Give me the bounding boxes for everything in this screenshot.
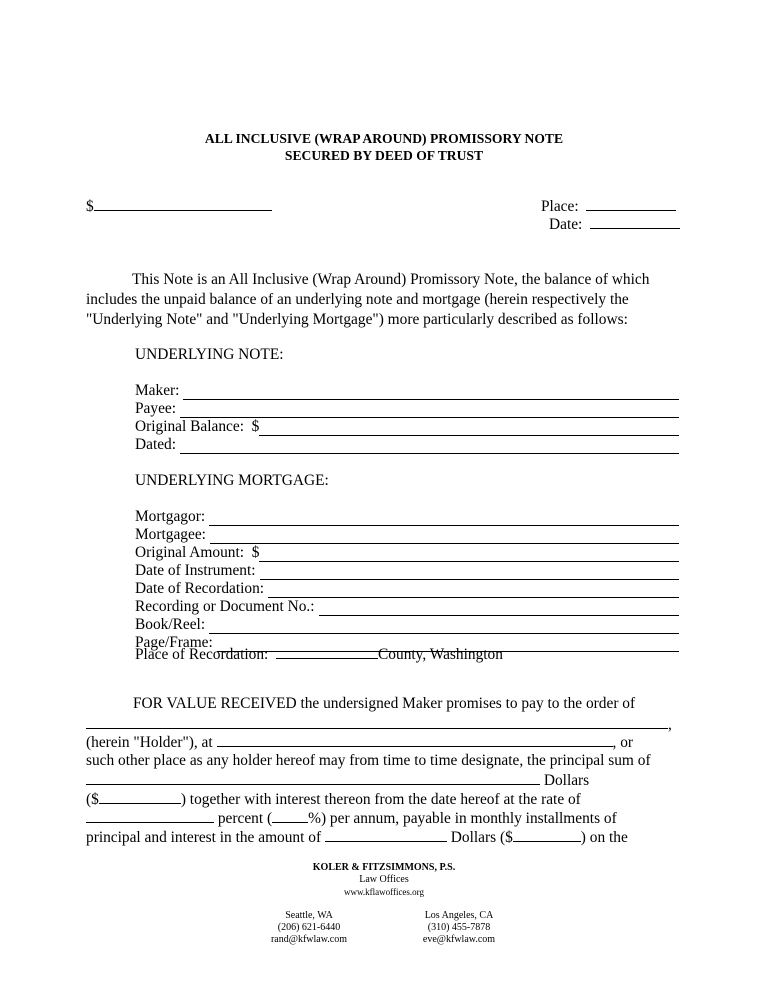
field-label: Date of Recordation: xyxy=(135,580,265,597)
field-label: Recording or Document No.: xyxy=(135,598,315,615)
amount-prefix: $ xyxy=(86,198,94,215)
field-label: Mortgagor: xyxy=(135,508,206,525)
field-place-of-recordation[interactable] xyxy=(135,644,503,664)
field-suffix: County, Washington xyxy=(378,646,503,663)
rate-words-blank[interactable] xyxy=(86,808,214,823)
field-label: Place of Recordation: xyxy=(135,646,269,663)
dollar-paren: ($ xyxy=(86,791,99,808)
holder-label: (herein "Holder"), at xyxy=(86,734,213,751)
underlying-note-heading: UNDERLYING NOTE: xyxy=(135,346,284,363)
office-los-angeles xyxy=(394,910,524,946)
field-label: Date of Instrument: xyxy=(135,562,256,579)
value-line-4: such other place as any holder hereof may from time to time designate, the principal sum of xyxy=(86,752,651,769)
interest-text: ) together with interest thereon from the date hereof at the rate of xyxy=(180,791,581,808)
office-email[interactable]: rand@kfwlaw.com xyxy=(270,934,348,945)
dollars-paren-text: Dollars ($ xyxy=(450,829,513,846)
principal-words-blank[interactable] xyxy=(86,770,540,785)
firm-name: KOLER & FITZSIMMONS, P.S. xyxy=(312,862,456,873)
underlying-mortgage-heading: UNDERLYING MORTGAGE: xyxy=(135,472,329,489)
field-original-balance[interactable] xyxy=(135,418,679,436)
place-label: Place: xyxy=(541,198,579,215)
field-label: Dated: xyxy=(135,436,177,453)
document-title-line2: SECURED BY DEED OF TRUST xyxy=(284,148,484,163)
intro-paragraph: This Note is an All Inclusive (Wrap Around) Promissory Note, the balance of which includes the unpaid balance of an underlying note and mortgage (herein respectively the "Underlying Note" and "Underlying Mortgage") more particularly described as follows: xyxy=(86,271,650,328)
field-date-of-instrument[interactable] xyxy=(135,562,679,580)
place-blank[interactable] xyxy=(586,196,676,211)
field-book-reel[interactable] xyxy=(135,616,679,634)
field-label: Original Amount: $ xyxy=(135,544,260,561)
installment-text: principal and interest in the amount of xyxy=(86,829,322,846)
field-blank[interactable] xyxy=(180,439,679,454)
field-blank[interactable] xyxy=(209,511,679,526)
field-blank[interactable] xyxy=(268,583,679,598)
office-city: Seattle, WA xyxy=(285,910,333,921)
office-city: Los Angeles, CA xyxy=(424,910,494,921)
field-label: Page/Frame: xyxy=(135,634,213,651)
office-email[interactable]: eve@kfwlaw.com xyxy=(422,934,496,945)
payment-place-blank[interactable] xyxy=(217,732,613,747)
document-title-line1: ALL INCLUSIVE (WRAP AROUND) PROMISSORY NOTE xyxy=(204,131,564,146)
field-label: Original Balance: $ xyxy=(135,418,260,435)
field-blank[interactable] xyxy=(259,547,679,562)
value-line-7[interactable] xyxy=(86,808,617,829)
installment-words-blank[interactable] xyxy=(325,827,447,842)
field-mortgagee[interactable] xyxy=(135,526,679,544)
value-line-6[interactable] xyxy=(86,789,581,810)
per-annum-text: %) per annum, payable in monthly installments of xyxy=(308,810,617,827)
holder-name-blank[interactable] xyxy=(86,714,668,729)
field-mortgagor[interactable] xyxy=(135,508,679,526)
field-label: Maker: xyxy=(135,382,180,399)
installment-number-blank[interactable] xyxy=(513,827,581,842)
date-field[interactable] xyxy=(549,214,680,234)
field-recording-document-no[interactable] xyxy=(135,598,679,616)
field-label: Payee: xyxy=(135,400,177,417)
value-line-1: FOR VALUE RECEIVED the undersigned Maker promises to pay to the order of xyxy=(133,695,636,712)
field-original-amount[interactable] xyxy=(135,544,679,562)
field-dated[interactable] xyxy=(135,436,679,454)
value-line-5[interactable] xyxy=(86,770,589,791)
date-blank[interactable] xyxy=(590,214,680,229)
field-label: Book/Reel: xyxy=(135,616,206,633)
field-payee[interactable] xyxy=(135,400,679,418)
on-the-text: ) on the xyxy=(580,829,628,846)
field-blank[interactable] xyxy=(210,529,679,544)
value-line-3[interactable] xyxy=(86,732,633,753)
or-text: , or xyxy=(612,734,634,751)
field-blank[interactable] xyxy=(319,601,679,616)
date-label: Date: xyxy=(549,216,583,233)
office-seattle xyxy=(244,910,374,946)
firm-website[interactable]: www.kflawoffices.org xyxy=(343,887,425,897)
amount-blank[interactable] xyxy=(94,196,272,211)
field-date-of-recordation[interactable] xyxy=(135,580,679,598)
office-phone: (206) 621-6440 xyxy=(277,922,341,933)
note-amount-field[interactable] xyxy=(86,196,272,216)
field-label: Mortgagee: xyxy=(135,526,206,543)
field-blank[interactable] xyxy=(276,644,378,659)
percent-text: percent ( xyxy=(217,810,273,827)
field-blank[interactable] xyxy=(183,385,679,400)
firm-subtitle: Law Offices xyxy=(359,874,409,885)
field-blank[interactable] xyxy=(209,619,679,634)
comma: , xyxy=(668,716,672,733)
value-line-8[interactable] xyxy=(86,827,628,848)
place-field[interactable] xyxy=(541,196,676,216)
office-phone: (310) 455-7878 xyxy=(427,922,491,933)
field-blank[interactable] xyxy=(260,565,679,580)
field-blank[interactable] xyxy=(259,421,679,436)
dollars-text: Dollars xyxy=(543,772,590,789)
field-maker[interactable] xyxy=(135,382,679,400)
principal-number-blank[interactable] xyxy=(99,789,181,804)
firm-header xyxy=(0,862,768,898)
field-blank[interactable] xyxy=(180,403,679,418)
rate-number-blank[interactable] xyxy=(272,808,308,823)
